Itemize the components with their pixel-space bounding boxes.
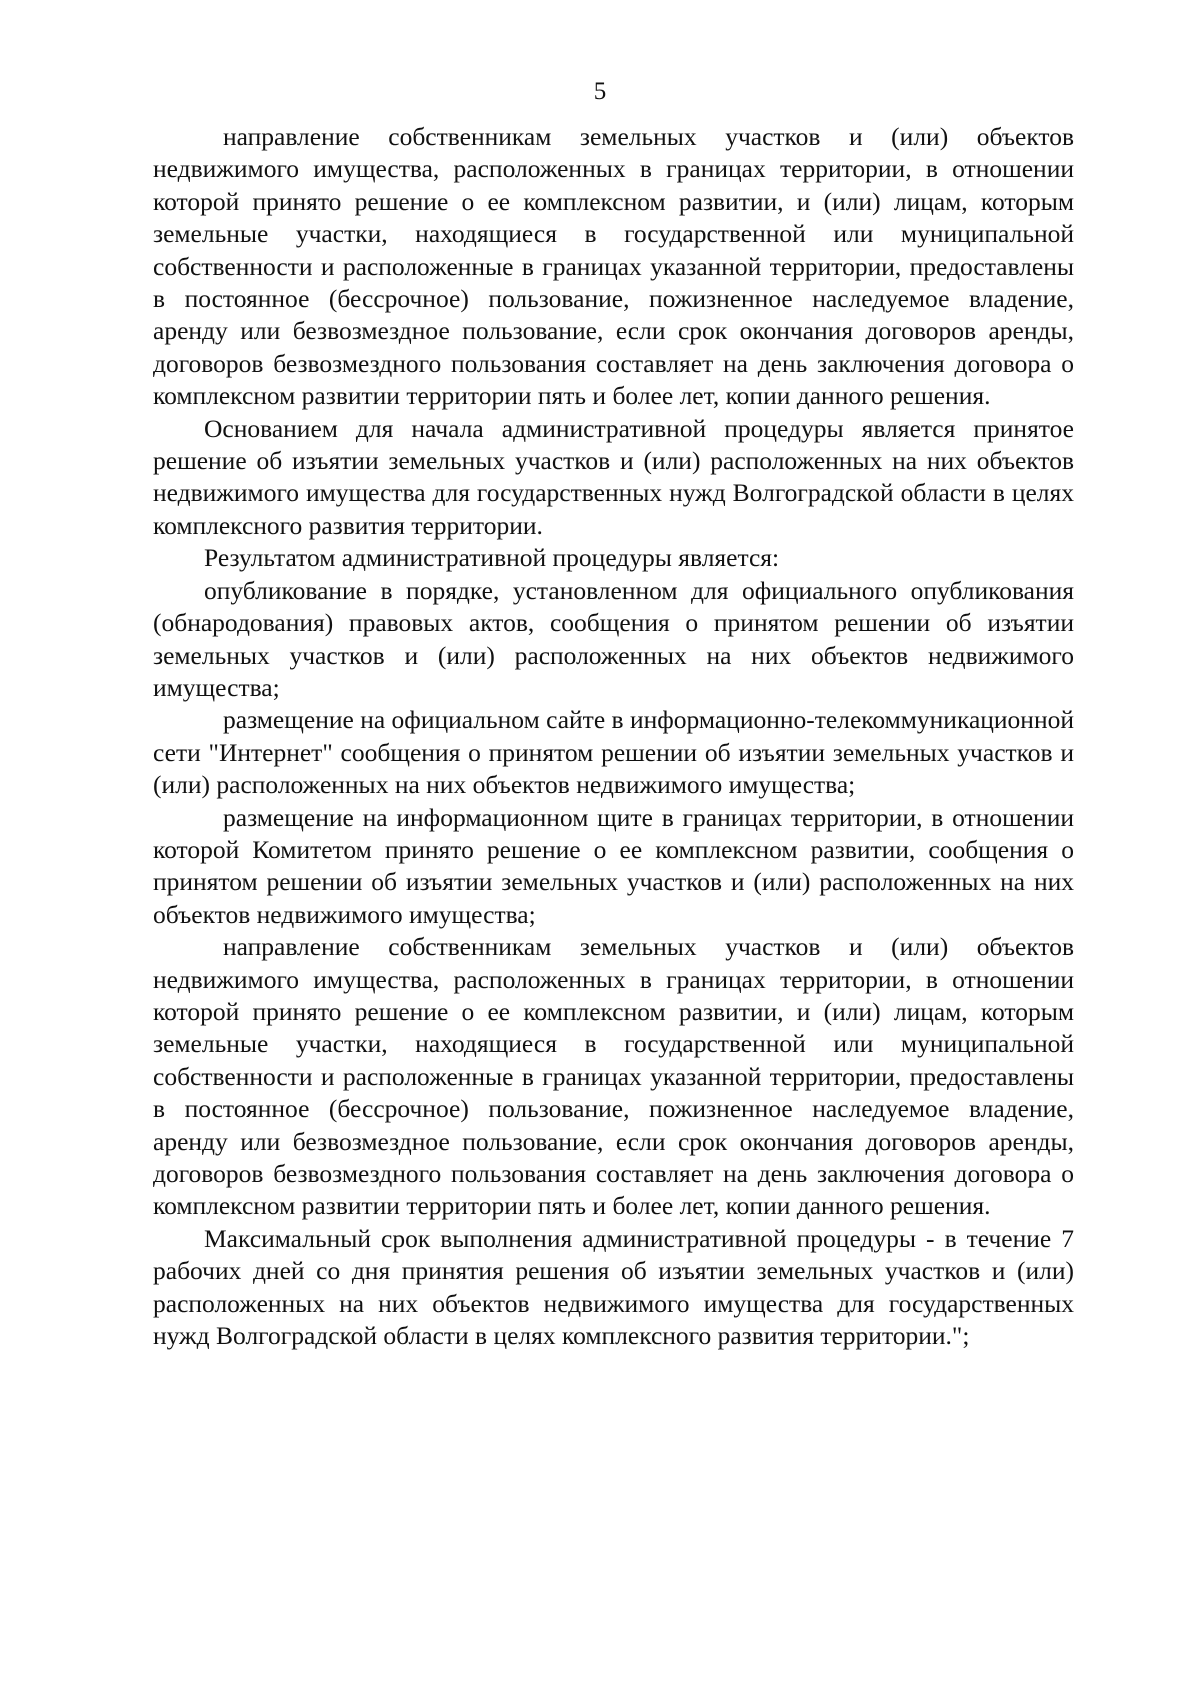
- paragraph-result-website: размещение на официальном сайте в информационно-телекоммуникационной сети "Интернет" сообщения о принятом решении об изъятии земельных участков и (или) расположенных на них объектов недвижимого имущества;: [153, 705, 1074, 800]
- paragraph-notify-owners-first: направление собственникам земельных участков и (или) объектов недвижимого имущества, расположенных в границах территории, в отношении которой принято решение о ее комплексном развитии, и (или) лицам, которым земельные участки, находящиеся в государственной или муниципальной собственности и расположенные в границах указанной территории, предоставлены в постоянное (бессрочное) пользование, пожизненное наследуемое владение, аренду или безвозмездное пользование, если срок окончания договоров аренды, договоров безвозмездного пользования составляет на день заключения договора о комплексном развитии территории пять и более лет, копии данного решения.: [153, 122, 1074, 411]
- paragraph-result-info-board: размещение на информационном щите в границах территории, в отношении которой Комитетом принято решение о ее комплексном развитии, сообщения о принятом решении об изъятии земельных участков и (или) расположенных на них объектов недвижимого имущества;: [153, 802, 1074, 929]
- paragraph-max-term: Максимальный срок выполнения административной процедуры - в течение 7 рабочих дней со дня принятия решения об изъятии земельных участков и (или) расположенных на них объектов недвижимого имущества для государственных нужд Волгоградской области в целях комплексного развития территории.";: [153, 1223, 1074, 1351]
- page-number: 5: [593, 78, 607, 105]
- paragraph-procedure-basis: Основанием для начала административной процедуры является принятое решение об изъятии земельных участков и (или) расположенных на них объектов недвижимого имущества для государственных нужд Волгоградской области в целях комплексного развития территории.: [153, 413, 1074, 540]
- paragraph-procedure-result: Результатом административной процедуры является:: [204, 543, 780, 573]
- document-body: [153, 121, 1074, 1352]
- paragraph-notify-owners-second: направление собственникам земельных участков и (или) объектов недвижимого имущества, расположенных в границах территории, в отношении которой принято решение о ее комплексном развитии, и (или) лицам, которым земельные участки, находящиеся в государственной или муниципальной собственности и расположенные в границах указанной территории, предоставлены в постоянное (бессрочное) пользование, пожизненное наследуемое владение, аренду или безвозмездное пользование, если срок окончания договоров аренды, договоров безвозмездного пользования составляет на день заключения договора о комплексном развитии территории пять и более лет, копии данного решения.: [153, 932, 1074, 1221]
- paragraph-result-publication: опубликование в порядке, установленном для официального опубликования (обнародования) правовых актов, сообщения о принятом решении об изъятии земельных участков и (или) расположенных на них объектов недвижимого имущества;: [153, 575, 1074, 702]
